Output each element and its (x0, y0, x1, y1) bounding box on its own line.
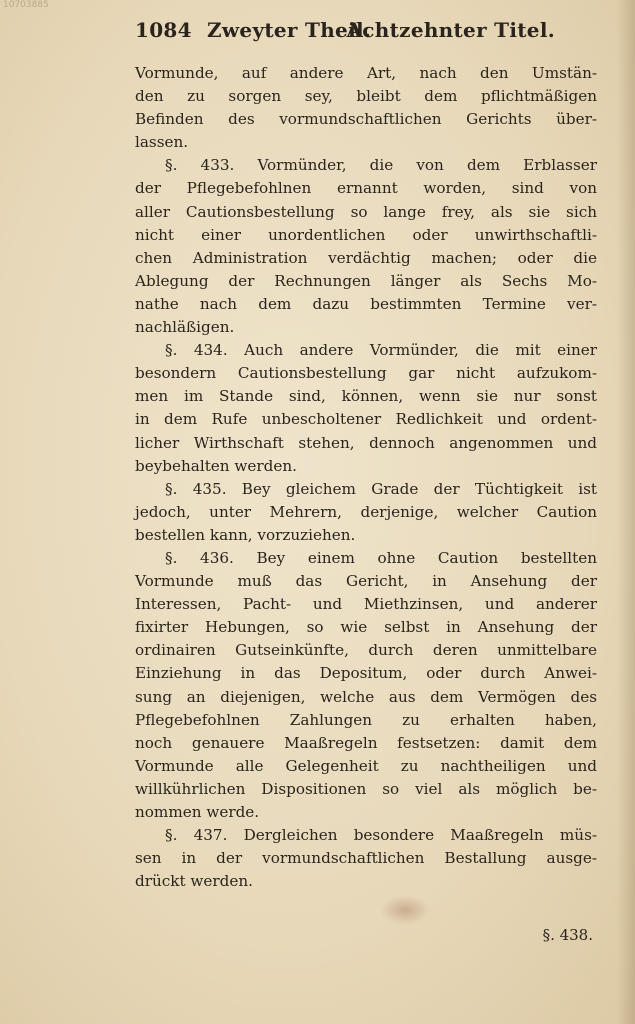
text-line: licher Wirthschaft stehen, dennoch angenommen und (135, 433, 597, 452)
section-434-start: §. 434. Auch andere Vormünder, die mit einer (165, 341, 597, 360)
text-line: Ablegung der Rechnungen länger als Sechs Mo- (135, 271, 597, 290)
text-line: der Pflegebefohlnen ernannt worden, sind von (135, 179, 597, 198)
text-line: jedoch, unter Mehrern, derjenige, welcher Caution (135, 502, 597, 521)
text-line: ordinairen Gutseinkünfte, durch deren unmittelbare (135, 641, 597, 660)
section-436-start: §. 436. Bey einem ohne Caution bestellten (165, 548, 597, 567)
text-line: chen Administration verdächtig machen; oder die (135, 248, 597, 267)
header-title: Achtzehnter Titel. (346, 18, 555, 42)
text-line: drückt werden. (135, 872, 253, 891)
text-line: Befinden des vormundschaftlichen Gerichts über- (135, 110, 597, 129)
text-line: men im Stande sind, können, wenn sie nur sonst (135, 387, 597, 406)
text-line: nommen werde. (135, 803, 260, 821)
text-line: besondern Cautionsbestellung gar nicht aufzukom- (135, 364, 597, 383)
text-line: beybehalten werden. (135, 456, 297, 475)
text-line: lassen. (135, 133, 189, 152)
text-line: nachläßigen. (135, 318, 235, 337)
section-437-start: §. 437. Dergleichen besondere Maaßregeln müs- (165, 826, 597, 845)
text-line: sen in der vormundschaftlichen Bestallung ausge- (135, 849, 597, 868)
text-line: sung an diejenigen, welche aus dem Vermögen des (135, 687, 597, 706)
text-line: Vormunde muß das Gericht, in Ansehung der (135, 572, 597, 591)
text-line: Vormunde, auf andere Art, nach den Umstän- (135, 64, 597, 82)
text-line: Vormunde alle Gelegenheit zu nachtheiligen und (135, 756, 597, 775)
text-line: willkührlichen Dispositionen so viel als möglich be- (135, 779, 597, 798)
text-line: den zu sorgen sey, bleibt dem pflichtmäßigen (135, 87, 597, 106)
page-edge-shadow (617, 0, 635, 1024)
text-line: fixirter Hebungen, so wie selbst in Ansehung der (135, 618, 597, 637)
text-line: Interessen, Pacht- und Miethzinsen, und anderer (135, 595, 597, 614)
section-435-start: §. 435. Bey gleichem Grade der Tüchtigkeit ist (165, 479, 597, 498)
paper-stain (380, 895, 430, 925)
catchword: §. 438. (542, 926, 593, 944)
running-header (135, 18, 555, 48)
text-line: noch genauere Maaßregeln festsetzen: damit dem (135, 733, 597, 752)
text-line: in dem Rufe unbescholtener Redlichkeit und ordent- (135, 410, 597, 429)
text-line: aller Cautionsbestellung so lange frey, als sie sich (135, 202, 597, 221)
header-part: Zweyter Theil. (207, 18, 372, 42)
text-line: bestellen kann, vorzuziehen. (135, 525, 356, 544)
text-line: nicht einer unordentlichen oder unwirthschaftli- (135, 225, 597, 244)
text-line: Einziehung in das Depositum, oder durch Anwei- (135, 664, 597, 683)
page-number: 1084 (135, 18, 192, 42)
section-433-start: §. 433. Vormünder, die von dem Erblasser (165, 156, 597, 175)
text-line: nathe nach dem dazu bestimmten Termine ver- (135, 294, 597, 313)
text-line: Pflegebefohlnen Zahlungen zu erhalten haben, (135, 710, 597, 729)
library-stamp: 10703885 (3, 0, 49, 10)
body-text (135, 62, 597, 893)
